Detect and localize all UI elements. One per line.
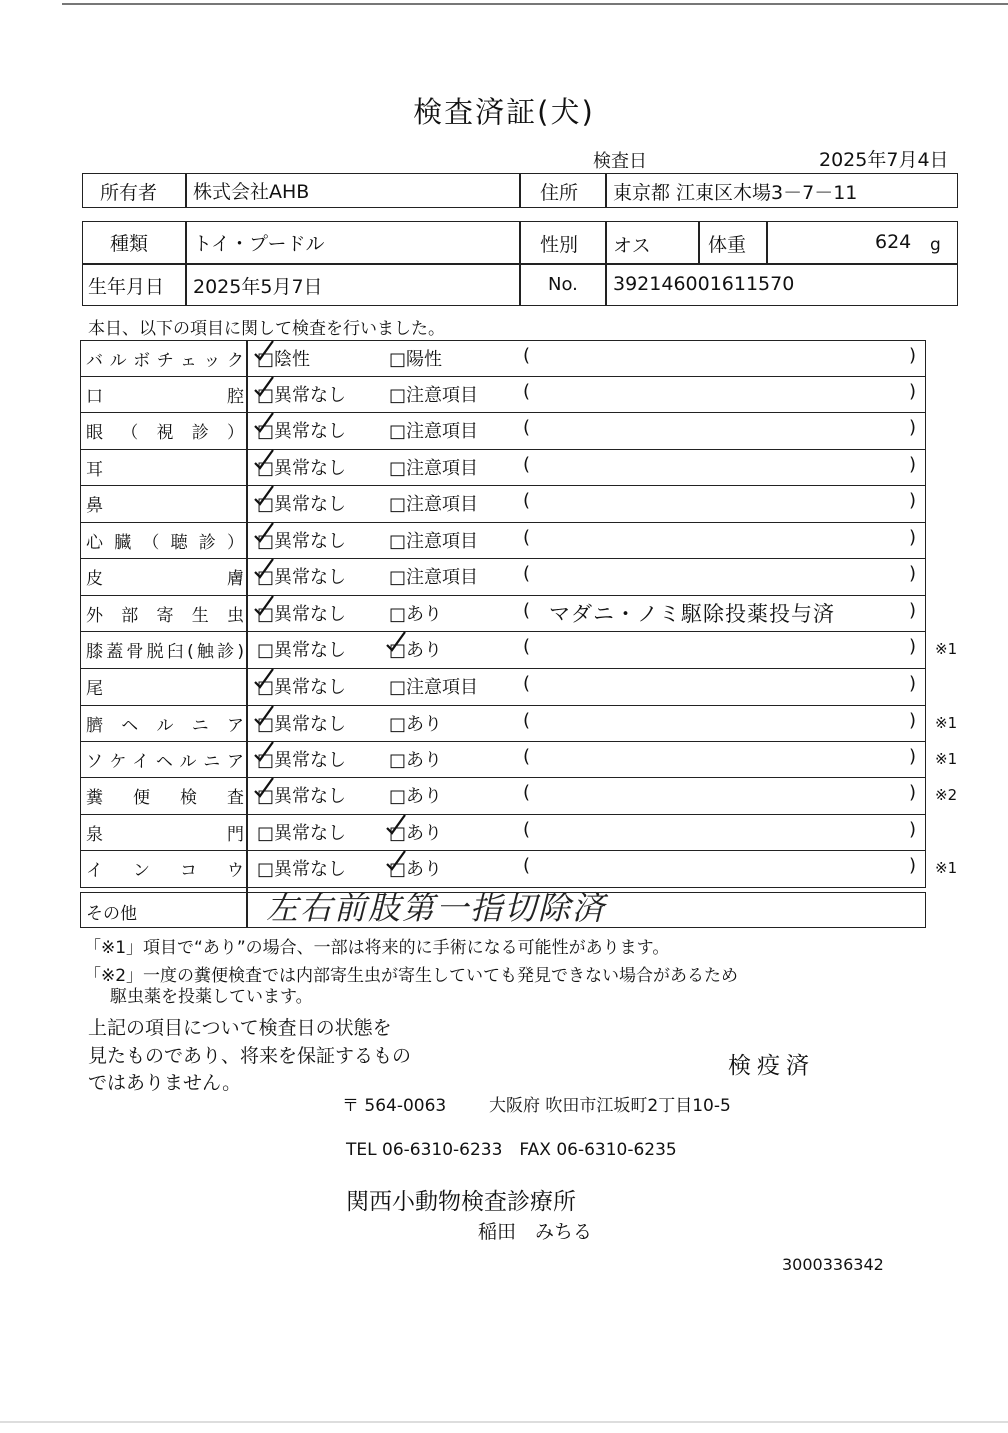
exam-date-label: 検査日	[593, 151, 647, 172]
option-2[interactable]	[389, 490, 478, 516]
paren-close: )	[909, 673, 917, 694]
paren-close: )	[909, 855, 917, 876]
option-2-text: □あり	[389, 640, 443, 661]
option-1[interactable]	[257, 490, 346, 516]
option-1-text: □異常なし	[257, 604, 347, 625]
address-value: 東京都 江東区木場3－7－11	[613, 182, 858, 204]
item-label-text: 眼（視診）	[86, 423, 244, 443]
option-2-text: □あり	[389, 604, 443, 625]
item-label-text: 鼻	[86, 496, 103, 516]
option-2[interactable]	[389, 345, 442, 371]
item-label-text: バルボチェック	[86, 351, 244, 371]
item-label-text: 臍ヘルニア	[86, 716, 244, 736]
inspection-row	[80, 706, 958, 742]
weight-label: 体重	[708, 234, 747, 256]
item-label-text: ソケイヘルニア	[86, 752, 244, 772]
option-2[interactable]	[389, 417, 478, 443]
breed-label: 種類	[110, 233, 149, 255]
paren-open: (	[523, 855, 531, 876]
footnote-mark: ※1	[935, 714, 958, 732]
paren-open: (	[523, 490, 531, 511]
weight-unit: g	[930, 235, 941, 255]
option-1-text: □異常なし	[257, 531, 347, 552]
paren-open: (	[523, 600, 531, 621]
option-1[interactable]	[257, 600, 346, 626]
checkmark-icon	[253, 521, 275, 543]
checkmark-icon	[253, 594, 275, 616]
option-1-text: □異常なし	[257, 385, 347, 406]
item-label-text: インコウ	[86, 861, 244, 881]
postal-code: 〒 564-0063	[342, 1096, 447, 1116]
paren-open: (	[523, 746, 531, 767]
item-label	[86, 856, 244, 881]
option-2-text: □あり	[389, 714, 443, 735]
option-2-text: □注意項目	[389, 385, 479, 406]
item-label	[86, 418, 244, 443]
weight-value: 624	[875, 231, 912, 253]
paren-close: )	[909, 746, 917, 767]
item-label-text: 膝蓋骨脱臼(触診)	[86, 642, 244, 662]
item-label	[86, 820, 244, 845]
footnote-2-line2: 駆虫薬を投薬しています。	[110, 987, 313, 1007]
inspection-row	[80, 669, 926, 706]
owner-value: 株式会社AHB	[193, 181, 310, 203]
item-label	[86, 346, 244, 371]
option-1[interactable]	[257, 636, 346, 662]
owner-label: 所有者	[100, 182, 158, 204]
paren-open: (	[523, 381, 531, 402]
tel-fax: TEL 06-6310-6233 FAX 06-6310-6235	[346, 1140, 677, 1160]
option-1[interactable]	[257, 454, 346, 480]
option-1-text: □異常なし	[257, 640, 347, 661]
inspection-row	[80, 815, 926, 851]
no-value: 392146001611570	[613, 273, 795, 295]
footnote-mark: ※1	[935, 750, 958, 768]
top-edge-line	[62, 3, 1008, 5]
doctor-name: 稲田 みちる	[478, 1221, 593, 1243]
paren-close: )	[909, 490, 917, 511]
option-2-text: □注意項目	[389, 494, 479, 515]
option-1-text: □異常なし	[257, 494, 347, 515]
option-1[interactable]	[257, 417, 346, 443]
bottom-edge-line	[0, 1421, 1008, 1423]
serial-number: 3000336342	[782, 1255, 884, 1274]
option-1-text: □異常なし	[257, 750, 347, 771]
intro-text: 本日、以下の項目に関して検査を行いました。	[88, 319, 445, 339]
option-2-text: □注意項目	[389, 677, 479, 698]
item-label-text: 心臓（聴診）	[86, 533, 244, 553]
option-2-text: □注意項目	[389, 567, 479, 588]
item-label-text: 尾	[86, 679, 103, 699]
paren-open: (	[523, 673, 531, 694]
option-1-text: □異常なし	[257, 823, 347, 844]
option-2[interactable]	[389, 563, 478, 589]
option-1[interactable]	[257, 782, 346, 808]
item-label	[86, 491, 244, 516]
sex-value: オス	[613, 235, 651, 257]
option-2[interactable]	[389, 600, 442, 626]
option-2[interactable]	[389, 746, 442, 772]
option-1-text: □異常なし	[257, 714, 347, 735]
checkmark-icon	[385, 630, 407, 652]
paren-close: )	[909, 527, 917, 548]
item-label	[86, 637, 244, 662]
paren-close: )	[909, 454, 917, 475]
item-label	[86, 711, 244, 736]
checkmark-icon	[253, 484, 275, 506]
option-2-text: □あり	[389, 750, 443, 771]
disclaimer-line2: 見たものであり、将来を保証するもの	[88, 1045, 412, 1067]
option-1-text: □陰性	[257, 349, 311, 370]
option-1-text: □異常なし	[257, 458, 347, 479]
paren-open: (	[523, 782, 531, 803]
paren-open: (	[523, 563, 531, 584]
item-label	[86, 564, 244, 589]
paren-open: (	[523, 819, 531, 840]
item-label	[86, 783, 244, 808]
option-2[interactable]	[389, 710, 442, 736]
disclaimer-line3: ではありません。	[88, 1072, 242, 1094]
item-label-text: 泉門	[86, 825, 244, 845]
paren-close: )	[909, 636, 917, 657]
item-label	[86, 455, 244, 480]
option-2[interactable]	[389, 527, 478, 553]
option-2[interactable]	[389, 782, 442, 808]
option-1[interactable]	[257, 345, 310, 371]
birth-label: 生年月日	[88, 276, 165, 298]
paren-open: (	[523, 527, 531, 548]
option-1[interactable]	[257, 527, 346, 553]
option-2-text: □注意項目	[389, 421, 479, 442]
address-label: 住所	[540, 182, 579, 204]
option-2-text: □あり	[389, 823, 443, 844]
option-1-text: □異常なし	[257, 677, 347, 698]
paren-open: (	[523, 345, 531, 366]
birth-value: 2025年5月7日	[193, 276, 323, 298]
option-1[interactable]	[257, 710, 346, 736]
item-note: マダニ・ノミ駆除投薬投与済	[549, 602, 835, 626]
inspection-row	[80, 486, 926, 523]
item-label	[86, 382, 244, 407]
page-title: 検査済証(犬)	[413, 95, 595, 129]
paren-open: (	[523, 417, 531, 438]
paren-close: )	[909, 345, 917, 366]
label-column-divider	[246, 340, 248, 928]
option-1-text: □異常なし	[257, 786, 347, 807]
other-label	[86, 899, 244, 924]
option-1-text: □異常なし	[257, 859, 347, 880]
checkmark-icon	[385, 813, 407, 835]
checkmark-icon	[253, 776, 275, 798]
item-label-text: 糞便検査	[86, 788, 244, 808]
clinic-name: 関西小動物検査診療所	[346, 1189, 576, 1215]
inspection-row	[80, 559, 926, 596]
other-handwritten-note: 左右前肢第一指切除済	[266, 889, 607, 927]
item-label	[86, 601, 244, 626]
paren-open: (	[523, 454, 531, 475]
item-label	[86, 747, 244, 772]
paren-close: )	[909, 819, 917, 840]
option-2[interactable]	[389, 855, 442, 881]
inspection-row	[80, 742, 958, 778]
item-label	[86, 674, 244, 699]
paren-close: )	[909, 563, 917, 584]
checkmark-icon	[253, 740, 275, 762]
item-label-text: 耳	[86, 460, 103, 480]
clinic-address: 大阪府 吹田市江坂町2丁目10-5	[489, 1096, 731, 1116]
option-1[interactable]	[257, 855, 346, 881]
paren-close: )	[909, 381, 917, 402]
checkmark-icon	[253, 375, 275, 397]
option-1[interactable]	[257, 746, 346, 772]
checkmark-icon	[253, 448, 275, 470]
footnote-mark: ※2	[935, 786, 958, 804]
option-1[interactable]	[257, 381, 346, 407]
inspection-row	[80, 450, 926, 486]
paren-close: )	[909, 710, 917, 731]
paren-open: (	[523, 636, 531, 657]
option-2[interactable]	[389, 819, 442, 845]
breed-value: トイ・プードル	[193, 233, 325, 255]
option-2[interactable]	[389, 381, 478, 407]
paren-close: )	[909, 782, 917, 803]
footnote-mark: ※1	[935, 859, 958, 877]
quarantine-stamp: 検疫済	[728, 1053, 815, 1079]
option-2[interactable]	[389, 636, 442, 662]
inspection-row	[80, 413, 926, 450]
option-2[interactable]	[389, 673, 478, 699]
footnote-1: 「※1」項目で“あり”の場合、一部は将来的に手術になる可能性があります。	[84, 938, 670, 958]
footnote-mark: ※1	[935, 640, 958, 658]
item-label-text: 皮膚	[86, 569, 244, 589]
paren-close: )	[909, 417, 917, 438]
option-1[interactable]	[257, 673, 346, 699]
exam-date: 2025年7月4日	[819, 149, 949, 171]
option-1[interactable]	[257, 563, 346, 589]
checkmark-icon	[253, 339, 275, 361]
paren-close: )	[909, 600, 917, 621]
paren-open: (	[523, 710, 531, 731]
option-1-text: □異常なし	[257, 567, 347, 588]
option-1[interactable]	[257, 819, 346, 845]
option-2[interactable]	[389, 454, 478, 480]
checkmark-icon	[253, 557, 275, 579]
item-label	[86, 528, 244, 553]
checkmark-icon	[253, 667, 275, 689]
option-2-text: □注意項目	[389, 458, 479, 479]
sex-label: 性別	[540, 234, 579, 256]
item-label-text: 口腔	[86, 387, 244, 407]
option-2-text: □陽性	[389, 349, 443, 370]
no-label: No.	[548, 274, 578, 295]
checkmark-icon	[253, 704, 275, 726]
option-1-text: □異常なし	[257, 421, 347, 442]
disclaimer-line1: 上記の項目について検査日の状態を	[88, 1017, 392, 1039]
option-2-text: □あり	[389, 786, 443, 807]
option-2-text: □注意項目	[389, 531, 479, 552]
inspection-row	[80, 632, 958, 669]
inspection-row	[80, 377, 926, 413]
inspection-row	[80, 596, 926, 632]
footnote-2-line1: 「※2」一度の糞便検査では内部寄生虫が寄生していても発見できない場合があるため	[84, 966, 739, 986]
checkmark-icon	[253, 411, 275, 433]
checkmark-icon	[385, 849, 407, 871]
option-2-text: □あり	[389, 859, 443, 880]
inspection-row	[80, 778, 958, 815]
item-label-text: 外部寄生虫	[86, 606, 244, 626]
other-label-text: その他	[86, 904, 137, 924]
inspection-row	[80, 340, 926, 377]
inspection-row	[80, 523, 926, 559]
